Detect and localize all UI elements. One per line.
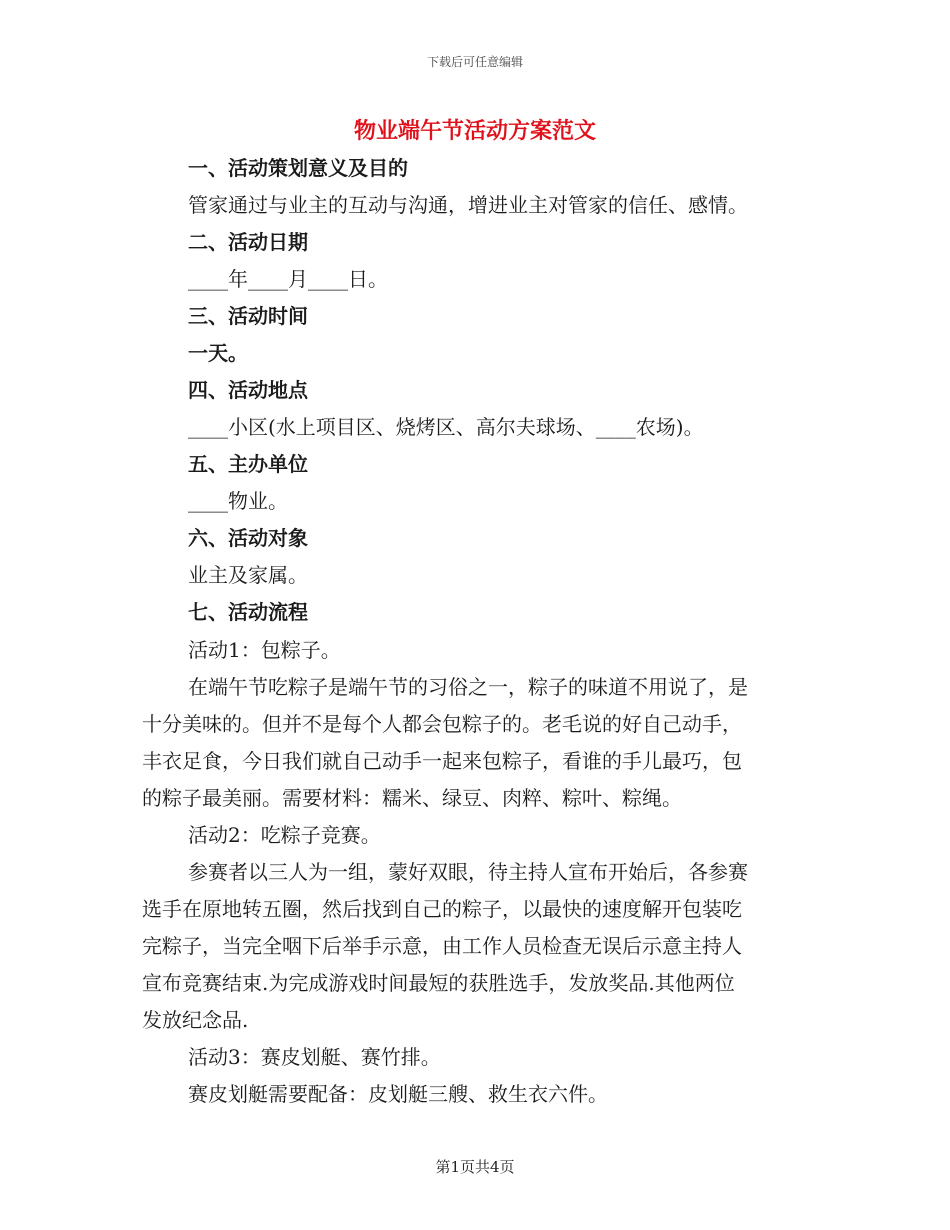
activity-3-title: 活动3：赛皮划艇、赛竹排。 (188, 1045, 441, 1069)
activity-3-line: 赛皮划艇需要配备：皮划艇三艘、救生衣六件。 (188, 1082, 608, 1106)
activity-1-line: 丰衣足食，今日我们就自己动手一起来包粽子，看谁的手儿最巧，包 (142, 749, 742, 773)
activity-1-title: 活动1：包粽子。 (188, 638, 341, 662)
section-3-heading: 三、活动时间 (188, 304, 308, 328)
page-header: 下载后可任意编辑 (426, 55, 523, 69)
section-3-text: 一天。 (188, 341, 248, 365)
document-title: 物业端午节活动方案范文 (353, 119, 596, 144)
section-5-heading: 五、主办单位 (188, 452, 308, 476)
activity-2-line: 参赛者以三人为一组，蒙好双眼，待主持人宣布开始后，各参赛 (188, 860, 748, 884)
section-1-text: 管家通过与业主的互动与沟通，增进业主对管家的信任、感情。 (188, 193, 748, 217)
section-4-text: ____小区(水上项目区、烧烤区、高尔夫球场、____农场)。 (188, 415, 704, 439)
section-1-heading: 一、活动策划意义及目的 (188, 156, 408, 180)
section-4-heading: 四、活动地点 (188, 378, 308, 402)
activity-2-line: 发放纪念品. (142, 1008, 249, 1032)
activity-2-line: 选手在原地转五圈，然后找到自己的粽子，以最快的速度解开包装吃 (142, 897, 742, 921)
section-7-heading: 七、活动流程 (188, 600, 308, 624)
section-2-text: ____年____月____日。 (188, 267, 388, 291)
activity-2-line: 完粽子，当完全咽下后举手示意，由工作人员检查无误后示意主持人 (142, 934, 742, 958)
section-6-heading: 六、活动对象 (188, 526, 308, 550)
activity-2-line: 宣布竞赛结束.为完成游戏时间最短的获胜选手，发放奖品.其他两位 (142, 971, 735, 995)
section-2-heading: 二、活动日期 (188, 230, 308, 254)
activity-1-line: 十分美味的。但并不是每个人都会包粽子的。老毛说的好自己动手， (142, 712, 742, 736)
section-5-text: ____物业。 (188, 489, 288, 513)
page-footer: 第1页共4页 (435, 1158, 515, 1176)
activity-2-title: 活动2：吃粽子竞赛。 (188, 823, 381, 847)
activity-1-line: 的粽子最美丽。需要材料：糯米、绿豆、肉粹、粽叶、粽绳。 (142, 786, 682, 810)
section-6-text: 业主及家属。 (188, 563, 308, 587)
activity-1-line: 在端午节吃粽子是端午节的习俗之一，粽子的味道不用说了，是 (188, 675, 748, 699)
